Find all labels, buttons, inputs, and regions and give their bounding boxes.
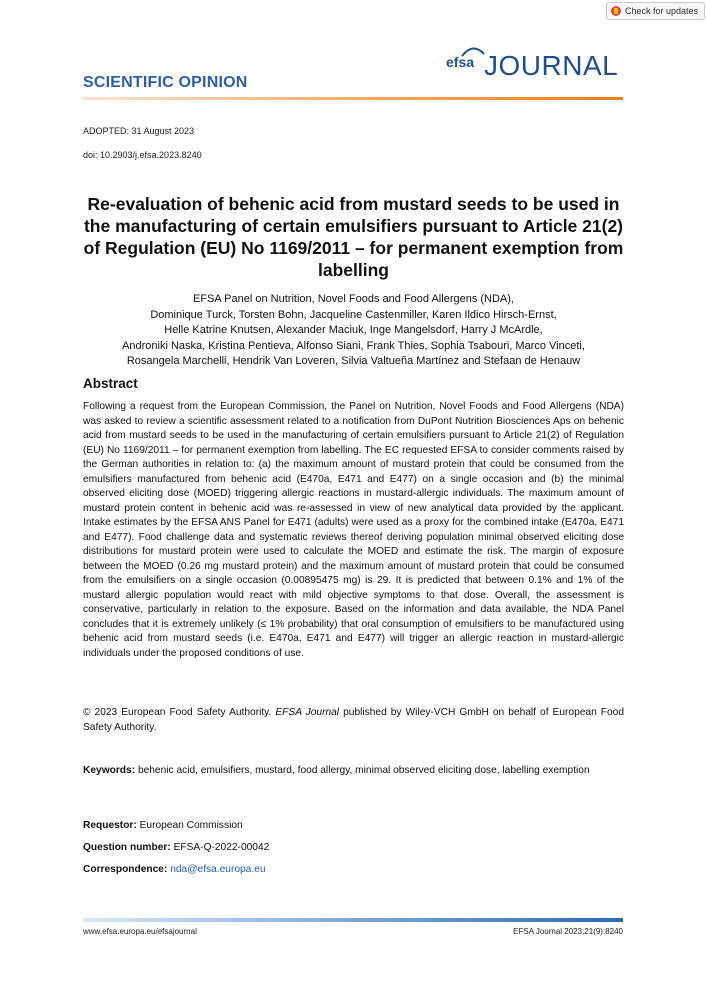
question-value: EFSA-Q-2022-00042 [173, 842, 270, 853]
question-number [83, 842, 269, 853]
adopted-date: ADOPTED: 31 August 2023 [83, 126, 195, 136]
correspondence-email-link[interactable]: nda@efsa.europa.eu [170, 864, 266, 875]
author-line: Androniki Naska, Kristina Pentieva, Alfonso Siani, Frank Thies, Sophia Tsabouri, Marco Vinceti, [122, 339, 585, 352]
correspondence-label: Correspondence: [83, 864, 168, 875]
author-list [83, 292, 624, 370]
author-line: Rosangela Marchelli, Hendrik Van Loveren, Silvia Valtueña Martínez and Stefaan de Henauw [126, 355, 581, 367]
doi[interactable]: doi: 10.2903/j.efsa.2023.8240 [83, 150, 202, 160]
paper-title: Re-evaluation of behenic acid from mustard seeds to be used in the manufacturing of certain emulsifiers pursuant to Article 21(2) of Regulation (EU) No 1169/2011 – for permanent exemption from labelling [83, 194, 624, 280]
author-line: Helle Katrine Knutsen, Alexander Maciuk, Inge Mangelsdorf, Harry J McArdle, [164, 324, 543, 336]
header-rule [83, 97, 623, 100]
requestor-value: European Commission [139, 820, 243, 831]
copyright-notice [83, 706, 624, 735]
keywords-text: behenic acid, emulsifiers, mustard, food allergy, minimal observed eliciting dose, labelling exemption [137, 765, 590, 776]
crossmark-icon [611, 6, 621, 16]
journal-name: EFSA Journal [275, 707, 340, 718]
footer-citation: EFSA Journal 2023;21(9):8240 [513, 927, 623, 936]
keywords-label: Keywords: [83, 765, 136, 776]
logo-word: JOURNAL [484, 50, 619, 81]
footer-rule [83, 918, 623, 922]
abstract-text: Following a request from the European Commission, the Panel on Nutrition, Novel Foods and Food Allergens (NDA) was asked to review a scientific assessment related to a notification from DuPont Nutrition Biosciences Aps on behenic acid from mustard seeds to be used in the manufacturing of certain emulsifiers pursuant to Article 21(2) of Regulation (EU) No 1169/2011 – for permanent exemption from labelling. The EC requested EFSA to consider comments raised by the German authorities in relation to: (a) the maximum amount of mustard protein that could be consumed from the emulsifiers manufactured from behenic acid (E470a, E471 and E477) on a single occasion and (b) the minimal observed eliciting dose (MOED) triggering allergic reactions in mustard-allergic individuals. The maximum amount of mustard protein content in behenic acid was re-assessed in view of new analytical data provided by the applicant. Intake estimates by the EFSA ANS Panel for E471 (adults) were used as a proxy for the combined intake (E470a, E471 and E477). Food challenge data and systematic reviews thereof deriving population minimal observed eliciting dose distributions for mustard protein were used to calculate the MOED and estimate the risk. The margin of exposure between the MOED (0.26 mg mustard protein) and the maximum amount of mustard protein that could be consumed from the emulsifiers on a single occasion (0.00895475 mg) is 29. It is predicted that between 0.1% and 1% of the mustard allergic population would react with mild objective symptoms to that dose. Overall, the assessment is conservative, particularly in relation to the exposure. Based on the information and data available, the NDA Panel concludes that it is extremely unlikely (≤ 1% probability) that oral consumption of emulsifiers to be manufactured using behenic acid from mustard seeds (i.e. E470a, E471 and E477) will trigger an allergic reaction in mustard-allergic individuals under the proposed conditions of use. [83, 401, 624, 659]
author-line: EFSA Panel on Nutrition, Novel Foods and Food Allergens (NDA), [193, 293, 514, 305]
question-label: Question number: [83, 842, 171, 853]
keywords [83, 764, 624, 779]
section-label: SCIENTIFIC OPINION [83, 74, 248, 91]
efsa-journal-logo[interactable] [446, 44, 626, 88]
check-for-updates-label: Check for updates [624, 6, 698, 16]
logo-prefix: efsa [446, 54, 475, 70]
requestor [83, 820, 243, 831]
requestor-label: Requestor: [83, 820, 137, 831]
check-for-updates-badge[interactable] [606, 2, 705, 20]
copyright-pre: © 2023 European Food Safety Authority. [83, 707, 276, 718]
logo-swoosh-icon [460, 44, 486, 58]
footer-url-link[interactable]: www.efsa.europa.eu/efsajournal [83, 927, 197, 936]
correspondence [83, 864, 266, 875]
abstract-heading: Abstract [83, 376, 138, 391]
copyright-post: published by Wiley-VCH GmbH on behalf of European Food Safety Authority. [83, 707, 624, 733]
author-line: Dominique Turck, Torsten Bohn, Jacqueline Castenmiller, Karen Ildico Hirsch-Ernst, [150, 308, 557, 321]
